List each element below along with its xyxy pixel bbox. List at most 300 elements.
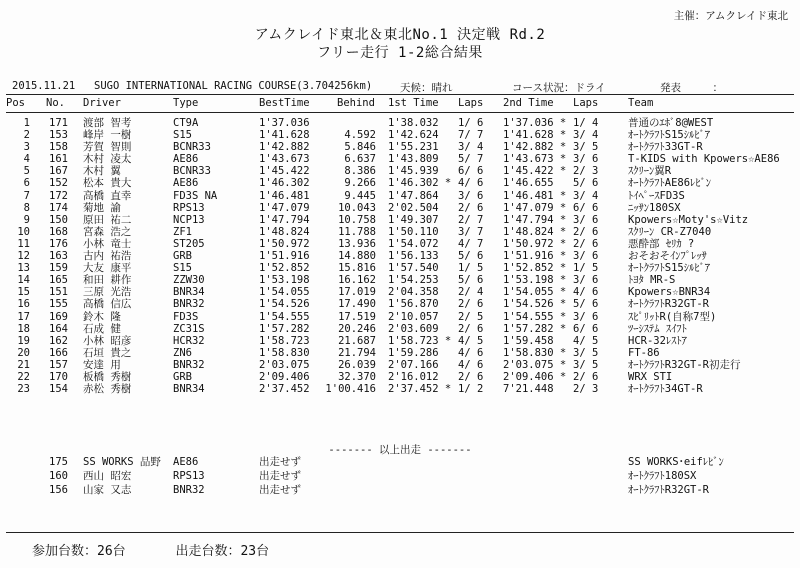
car-type: GRB: [173, 370, 192, 383]
car-number: 162: [49, 334, 68, 347]
second-session-laps: 3/ 6: [573, 213, 599, 226]
pos-cell: 15: [17, 286, 30, 299]
second-session-time: 1'46.481 *: [503, 189, 567, 202]
table-row: [0, 165, 800, 177]
behind-gap: 14.880: [338, 250, 376, 263]
car-number: 165: [49, 274, 68, 287]
table-row: [0, 359, 800, 371]
first-session-time: 1'50.110: [388, 225, 439, 238]
driver-name: 石成 健: [83, 322, 121, 335]
start-status: 出走せず: [259, 470, 301, 482]
behind-gap: 17.019: [338, 286, 376, 299]
second-session-time: 2'03.075 *: [503, 358, 567, 371]
starters-separator: ------- 以上出走 -------: [328, 444, 472, 456]
behind-gap: 10.758: [338, 213, 376, 226]
second-session-laps: 2/ 6: [573, 370, 599, 383]
pos-cell: 11: [17, 237, 30, 250]
non-starters-list: [0, 455, 800, 497]
car-number: 176: [49, 237, 68, 250]
behind-gap: 8.386: [344, 165, 376, 178]
driver-name: 高橋 信広: [83, 298, 132, 311]
best-time: 1'45.422: [259, 165, 310, 178]
starters-count: 出走台数：23台: [175, 544, 270, 559]
driver-name: 山家 又志: [83, 484, 132, 496]
second-session-laps: 2/ 6: [573, 225, 599, 238]
car-type: S15: [173, 129, 192, 142]
car-number: 175: [49, 456, 68, 468]
second-session-laps: 3/ 6: [573, 310, 599, 323]
driver-name: 木村 凌太: [83, 153, 132, 166]
first-session-time: 2'03.609: [388, 322, 439, 335]
car-type: RPS13: [173, 201, 205, 214]
table-row: [0, 323, 800, 335]
team-name: 悪酔部 ｾﾘｶ ?: [628, 237, 695, 250]
car-type: ST205: [173, 237, 205, 250]
first-session-laps: 2/ 5: [458, 310, 484, 323]
col-behind: Behind: [337, 97, 375, 109]
driver-name: 小林 竜士: [83, 237, 132, 250]
second-session-laps: 4/ 5: [573, 334, 599, 347]
team-name: Kpowers☆Moty's☆Vitz: [628, 213, 749, 226]
best-time: 1'58.830: [259, 346, 310, 359]
team-name: SS WORKS･eifﾚﾋﾞﾝ: [628, 456, 724, 468]
team-name: ﾄｲﾍﾟｰｽFD3S: [628, 189, 685, 202]
first-session-time: 1'43.809: [388, 153, 439, 166]
course-status: コース状況：ドライ: [512, 82, 606, 94]
first-session-laps: 2/ 7: [458, 213, 484, 226]
pos-cell: 16: [17, 298, 30, 311]
pos-cell: 2: [23, 129, 30, 142]
behind-gap: 1'00.416: [325, 383, 376, 396]
footer: [32, 540, 311, 559]
car-number: 167: [49, 165, 68, 178]
second-session-laps: 3/ 6: [573, 274, 599, 287]
team-name: ﾆｯｻﾝ180SX: [628, 201, 681, 214]
behind-gap: 5.846: [344, 141, 376, 154]
header-bottom-rule: [6, 112, 794, 113]
second-session-laps: 6/ 6: [573, 201, 599, 214]
best-time: 1'46.302: [259, 177, 310, 190]
car-type: BNR34: [173, 286, 205, 299]
best-time: 1'53.198: [259, 274, 310, 287]
behind-gap: 4.592: [344, 129, 376, 142]
car-number: 166: [49, 346, 68, 359]
pos-cell: 18: [17, 322, 30, 335]
course-name: SUGO INTERNATIONAL RACING COURSE(3.704256km): [94, 80, 373, 92]
team-name: ｵｰﾄｸﾗﾌﾄS15ｼﾙﾋﾞｱ: [628, 129, 710, 142]
driver-name: 赤松 秀樹: [83, 383, 132, 396]
car-number: 151: [49, 286, 68, 299]
first-session-time: 1'59.286: [388, 346, 439, 359]
car-type: FD3S: [173, 310, 199, 323]
col-no: No.: [46, 97, 65, 109]
best-time: 1'42.882: [259, 141, 310, 154]
first-session-time: 1'54.072: [388, 237, 439, 250]
first-session-laps: 3/ 4: [458, 141, 484, 154]
best-time: 1'41.628: [259, 129, 310, 142]
car-type: BNR32: [173, 298, 205, 311]
behind-gap: 9.445: [344, 189, 376, 202]
col-driver: Driver: [83, 97, 121, 109]
pos-cell: 9: [23, 213, 30, 226]
non-starter-row: [0, 455, 800, 469]
table-row: [0, 347, 800, 359]
first-session-time: 1'56.133: [388, 250, 439, 263]
first-session-time: 2'04.358: [388, 286, 439, 299]
car-number: 159: [49, 262, 68, 275]
table-row: [0, 202, 800, 214]
first-session-time: 2'10.057: [388, 310, 439, 323]
col-laps-2: Laps: [573, 97, 599, 109]
team-name: ｵｰﾄｸﾗﾌﾄS15ｼﾙﾋﾞｱ: [628, 262, 710, 275]
best-time: 1'52.852: [259, 262, 310, 275]
behind-gap: 10.043: [338, 201, 376, 214]
car-number: 153: [49, 129, 68, 142]
second-session-laps: 5/ 6: [573, 177, 599, 190]
behind-gap: 15.816: [338, 262, 376, 275]
second-session-time: 1'42.882 *: [503, 141, 567, 154]
car-type: GRB: [173, 250, 192, 263]
entries-count: 参加台数：26台: [32, 544, 126, 559]
driver-name: 菊地 諭: [83, 201, 121, 214]
second-session-laps: 3/ 5: [573, 358, 599, 371]
driver-name: 木村 翼: [83, 165, 121, 178]
second-session-time: 1'37.036 *: [503, 117, 567, 129]
first-session-laps: 4/ 6: [458, 346, 484, 359]
second-session-laps: 3/ 6: [573, 250, 599, 263]
second-session-laps: 1/ 5: [573, 262, 599, 275]
first-session-laps: 1/ 6: [458, 117, 484, 129]
car-type: BNR34: [173, 383, 205, 396]
first-session-time: 1'55.231: [388, 141, 439, 154]
team-name: WRX STI: [628, 370, 673, 383]
best-time: 1'46.481: [259, 189, 310, 202]
driver-name: 渡部 智考: [83, 117, 132, 129]
car-number: 161: [49, 153, 68, 166]
first-session-laps: 3/ 7: [458, 225, 484, 238]
car-number: 150: [49, 213, 68, 226]
behind-gap: 21.794: [338, 346, 376, 359]
second-session-time: 1'54.055 *: [503, 286, 567, 299]
first-session-laps: 4/ 6: [458, 177, 484, 190]
first-session-laps: 3/ 6: [458, 189, 484, 202]
first-session-laps: 2/ 6: [458, 370, 484, 383]
second-session-laps: 3/ 5: [573, 141, 599, 154]
first-session-time: 1'57.540: [388, 262, 439, 275]
driver-name: 小林 昭彦: [83, 334, 132, 347]
table-row: [0, 153, 800, 165]
pos-cell: 6: [23, 177, 30, 190]
pos-cell: 22: [17, 370, 30, 383]
second-session-time: 1'59.458: [503, 334, 554, 347]
team-name: ｵｰﾄｸﾗﾌﾄR32GT-R: [628, 298, 710, 311]
best-time: 1'47.079: [259, 201, 310, 214]
behind-gap: 32.370: [338, 370, 376, 383]
pos-cell: 5: [23, 165, 30, 178]
second-session-laps: 3/ 5: [573, 346, 599, 359]
session-subtitle: フリー走行 1-2総合結果: [317, 45, 483, 61]
col-1st-time: 1st Time: [388, 97, 439, 109]
first-session-laps: 2/ 4: [458, 286, 484, 299]
first-session-time: 2'37.452 *: [388, 383, 452, 396]
first-session-laps: 7/ 7: [458, 129, 484, 142]
header-top-rule: [6, 94, 794, 95]
table-row: [0, 250, 800, 262]
second-session-laps: 2/ 3: [573, 165, 599, 178]
first-session-laps: 4/ 6: [458, 358, 484, 371]
first-session-time: 1'42.624: [388, 129, 439, 142]
non-starter-row: [0, 469, 800, 483]
driver-name: SS WORKS 品野: [83, 456, 161, 468]
second-session-time: 1'58.830 *: [503, 346, 567, 359]
driver-name: 大友 康平: [83, 262, 132, 275]
pos-cell: 1: [23, 117, 30, 129]
team-name: ｵｰﾄｸﾗﾌﾄ34GT-R: [628, 383, 703, 396]
best-time: 2'09.406: [259, 370, 310, 383]
best-time: 1'37.036: [259, 117, 310, 129]
organizer-label: 主催：アムクレイド東北: [673, 10, 788, 22]
pos-cell: 12: [17, 250, 30, 263]
driver-name: 石垣 貴之: [83, 346, 132, 359]
car-number: 164: [49, 322, 68, 335]
behind-gap: 6.637: [344, 153, 376, 166]
team-name: ｽﾋﾟﾘｯﾄR(自称7型): [628, 310, 717, 323]
second-session-laps: 1/ 4: [573, 117, 599, 129]
team-name: FT-86: [628, 346, 660, 359]
car-type: RPS13: [173, 470, 205, 482]
best-time: 1'58.723: [259, 334, 310, 347]
best-time: 1'54.555: [259, 310, 310, 323]
date: 2015.11.21: [12, 80, 76, 92]
table-row: [0, 117, 800, 129]
car-number: 171: [49, 117, 68, 129]
best-time: 2'03.075: [259, 358, 310, 371]
first-session-laps: 2/ 6: [458, 298, 484, 311]
first-session-time: 2'16.012: [388, 370, 439, 383]
second-session-laps: 3/ 4: [573, 189, 599, 202]
car-type: HCR32: [173, 334, 205, 347]
best-time: 1'54.055: [259, 286, 310, 299]
first-session-laps: 5/ 6: [458, 250, 484, 263]
second-session-laps: 2/ 6: [573, 237, 599, 250]
second-session-time: 1'46.655: [503, 177, 554, 190]
start-status: 出走せず: [259, 484, 301, 496]
driver-name: 鈴木 隆: [83, 310, 121, 323]
behind-gap: 21.687: [338, 334, 376, 347]
first-session-time: 1'56.870: [388, 298, 439, 311]
pos-cell: 4: [23, 153, 30, 166]
event-title: アムクレイド東北＆東北No.1 決定戦 Rd.2: [254, 27, 546, 43]
car-number: 157: [49, 358, 68, 371]
table-row: [0, 311, 800, 323]
team-name: ｵｰﾄｸﾗﾌﾄAE86ﾚﾋﾞﾝ: [628, 177, 712, 190]
car-type: ZN6: [173, 346, 192, 359]
table-row: [0, 286, 800, 298]
pos-cell: 14: [17, 274, 30, 287]
car-type: AE86: [173, 153, 199, 166]
driver-name: 和田 耕作: [83, 274, 132, 287]
driver-name: 原田 祐二: [83, 213, 132, 226]
second-session-time: 1'47.794 *: [503, 213, 567, 226]
second-session-time: 1'47.079 *: [503, 201, 567, 214]
car-type: BCNR33: [173, 141, 211, 154]
first-session-laps: 6/ 6: [458, 165, 484, 178]
table-row: [0, 214, 800, 226]
first-session-laps: 5/ 7: [458, 153, 484, 166]
behind-gap: 17.519: [338, 310, 376, 323]
car-number: 156: [49, 484, 68, 496]
pos-cell: 10: [17, 225, 30, 238]
info-bar: [12, 80, 788, 94]
col-laps-1: Laps: [458, 97, 484, 109]
car-number: 155: [49, 298, 68, 311]
driver-name: 西山 昭宏: [83, 470, 132, 482]
team-name: ﾂｰｼｽﾃﾑ ｽｲﾌﾄ: [628, 322, 687, 335]
first-session-time: 2'07.166: [388, 358, 439, 371]
second-session-laps: 3/ 4: [573, 129, 599, 142]
second-session-laps: 6/ 6: [573, 322, 599, 335]
team-name: ｵｰﾄｸﾗﾌﾄR32GT-R初走行: [628, 358, 741, 371]
driver-name: 宮森 浩之: [83, 225, 132, 238]
best-time: 1'50.972: [259, 237, 310, 250]
weather: 天候：晴れ: [400, 82, 453, 94]
car-type: AE86: [173, 177, 199, 190]
team-name: ｵｰﾄｸﾗﾌﾄR32GT-R: [628, 484, 710, 496]
car-number: 163: [49, 250, 68, 263]
team-name: おそおそｲﾝﾌﾟﾚｯｻ: [628, 250, 707, 263]
first-session-time: 1'54.253: [388, 274, 439, 287]
driver-name: 安達 用: [83, 358, 121, 371]
behind-gap: 11.788: [338, 225, 376, 238]
best-time: 1'51.916: [259, 250, 310, 263]
car-number: 172: [49, 189, 68, 202]
footer-rule: [6, 532, 794, 533]
col-besttime: BestTime: [259, 97, 310, 109]
team-name: ｽｸﾘｰﾝ翼R: [628, 165, 672, 178]
table-row: [0, 298, 800, 310]
driver-name: 松本 貴大: [83, 177, 132, 190]
pos-cell: 17: [17, 310, 30, 323]
team-name: Kpowers☆BNR34: [628, 286, 711, 299]
col-pos: Pos: [6, 97, 25, 109]
table-row: [0, 274, 800, 286]
best-time: 1'48.824: [259, 225, 310, 238]
pos-cell: 7: [23, 189, 30, 202]
col-team: Team: [628, 97, 654, 109]
published-time: 発表 ：: [660, 82, 723, 94]
car-number: 168: [49, 225, 68, 238]
results-table: [0, 117, 800, 395]
table-row: [0, 141, 800, 153]
first-session-laps: 1/ 5: [458, 262, 484, 275]
pos-cell: 19: [17, 334, 30, 347]
best-time: 1'57.282: [259, 322, 310, 335]
table-row: [0, 226, 800, 238]
first-session-laps: 5/ 6: [458, 274, 484, 287]
behind-gap: 9.266: [344, 177, 376, 190]
table-row: [0, 238, 800, 250]
second-session-time: 1'43.673 *: [503, 153, 567, 166]
second-session-time: 1'53.198 *: [503, 274, 567, 287]
car-type: ZF1: [173, 225, 192, 238]
second-session-laps: 3/ 6: [573, 153, 599, 166]
car-type: ZZW30: [173, 274, 205, 287]
driver-name: 高橋 直幸: [83, 189, 132, 202]
best-time: 1'47.794: [259, 213, 310, 226]
second-session-time: 1'41.628 *: [503, 129, 567, 142]
second-session-time: 1'52.852 *: [503, 262, 567, 275]
car-number: 160: [49, 470, 68, 482]
car-type: S15: [173, 262, 192, 275]
driver-name: 三原 光浩: [83, 286, 132, 299]
car-type: NCP13: [173, 213, 205, 226]
first-session-laps: 2/ 6: [458, 201, 484, 214]
table-header: [0, 97, 800, 111]
car-number: 170: [49, 370, 68, 383]
second-session-time: 1'48.824 *: [503, 225, 567, 238]
behind-gap: 17.490: [338, 298, 376, 311]
car-type: BNR32: [173, 358, 205, 371]
behind-gap: 26.039: [338, 358, 376, 371]
second-session-time: 1'50.972 *: [503, 237, 567, 250]
driver-name: 芳賀 智則: [83, 141, 132, 154]
first-session-time: 1'49.307: [388, 213, 439, 226]
driver-name: 古内 祐浩: [83, 250, 132, 263]
first-session-laps: 4/ 7: [458, 237, 484, 250]
start-status: 出走せず: [259, 456, 301, 468]
behind-gap: 20.246: [338, 322, 376, 335]
second-session-time: 1'54.526 *: [503, 298, 567, 311]
second-session-time: 2'09.406 *: [503, 370, 567, 383]
team-name: ｽｸﾘｰﾝ CR-Z7040: [628, 225, 712, 238]
first-session-laps: 2/ 6: [458, 322, 484, 335]
first-session-laps: 1/ 2: [458, 383, 484, 396]
driver-name: 板橋 秀樹: [83, 370, 132, 383]
first-session-time: 1'46.302 *: [388, 177, 452, 190]
pos-cell: 23: [17, 383, 30, 396]
second-session-time: 1'54.555 *: [503, 310, 567, 323]
car-type: AE86: [173, 456, 199, 468]
best-time: 1'54.526: [259, 298, 310, 311]
first-session-time: 2'02.504: [388, 201, 439, 214]
first-session-time: 1'47.864: [388, 189, 439, 202]
table-row: [0, 371, 800, 383]
team-name: ｵｰﾄｸﾗﾌﾄ33GT-R: [628, 141, 703, 154]
pos-cell: 20: [17, 346, 30, 359]
table-row: [0, 383, 800, 395]
first-session-laps: 4/ 5: [458, 334, 484, 347]
pos-cell: 8: [23, 201, 30, 214]
second-session-time: 7'21.448: [503, 383, 554, 396]
behind-gap: 13.936: [338, 237, 376, 250]
second-session-laps: 2/ 3: [573, 383, 599, 396]
col-2nd-time: 2nd Time: [503, 97, 554, 109]
table-row: [0, 190, 800, 202]
team-name: T-KIDS with Kpowers☆AE86: [628, 153, 780, 166]
table-row: [0, 177, 800, 189]
second-session-time: 1'57.282 *: [503, 322, 567, 335]
car-type: BNR32: [173, 484, 205, 496]
driver-name: 峰岸 一樹: [83, 129, 132, 142]
team-name: ﾄﾖﾀ MR-S: [628, 274, 676, 287]
behind-gap: 16.162: [338, 274, 376, 287]
car-number: 154: [49, 383, 68, 396]
table-row: [0, 129, 800, 141]
table-row: [0, 335, 800, 347]
first-session-time: 1'58.723 *: [388, 334, 452, 347]
car-number: 174: [49, 201, 68, 214]
team-name: 普通のｴﾎﾞ8@WEST: [628, 117, 714, 129]
